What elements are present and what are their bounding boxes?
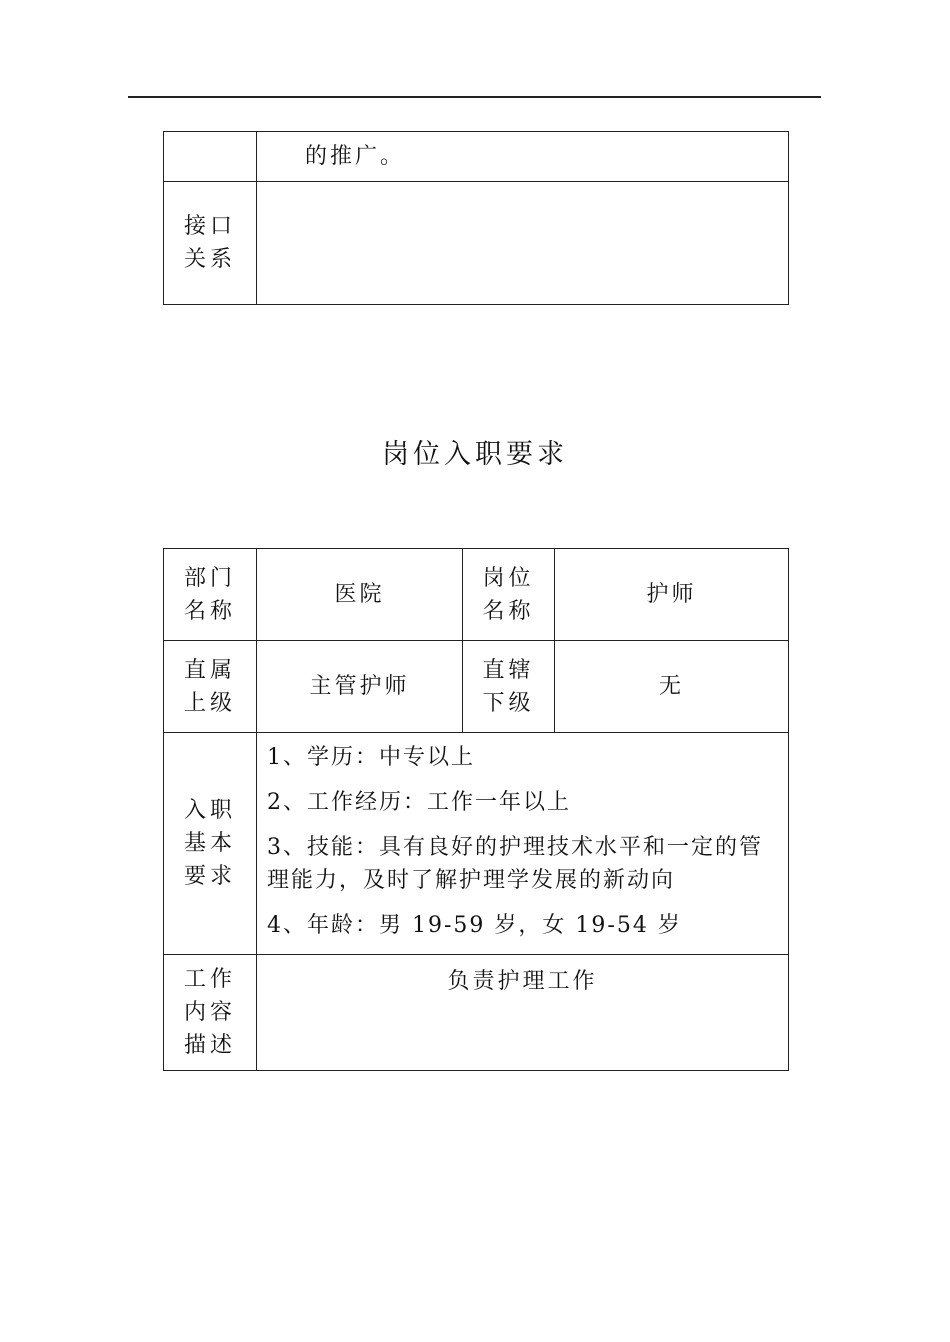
table-row: [164, 182, 789, 305]
work-description: 负责护理工作: [257, 955, 789, 1071]
table-row: [164, 733, 789, 955]
continuation-table: [163, 131, 789, 305]
table-row: [164, 955, 789, 1071]
continued-text: 的推广。: [257, 132, 789, 182]
post-label: 岗位 名称: [463, 549, 555, 641]
superior-value: 主管护师: [257, 641, 463, 733]
requirement-item: 4、年龄：男 19-59 岁，女 19-54 岁: [267, 913, 682, 938]
dept-label: 部门 名称: [164, 549, 257, 641]
superior-label: 直属 上级: [164, 641, 257, 733]
header-rule: [128, 96, 821, 98]
table-row: [164, 549, 789, 641]
dept-value: 医院: [257, 549, 463, 641]
subordinate-value: 无: [555, 641, 789, 733]
table-row: [164, 641, 789, 733]
requirements-list: [257, 733, 789, 955]
post-value: 护师: [555, 549, 789, 641]
requirement-item: 2、工作经历：工作一年以上: [267, 790, 571, 815]
requirement-item: 3、技能：具有良好的护理技术水平和一定的管理能力，及时了解护理学发展的新动向: [267, 835, 763, 893]
work-label: 工作 内容 描述: [164, 955, 257, 1071]
empty-label-cell: [164, 132, 257, 182]
requirement-item: 1、学历：中专以上: [267, 745, 475, 770]
table-row: [164, 132, 789, 182]
subordinate-label: 直辖 下级: [463, 641, 555, 733]
interface-value: [257, 182, 789, 305]
section-title: 岗位入职要求: [382, 439, 568, 470]
requirements-label: 入职 基本 要求: [164, 733, 257, 955]
requirements-table: [163, 548, 789, 1071]
interface-label: 接口 关系: [164, 182, 257, 305]
